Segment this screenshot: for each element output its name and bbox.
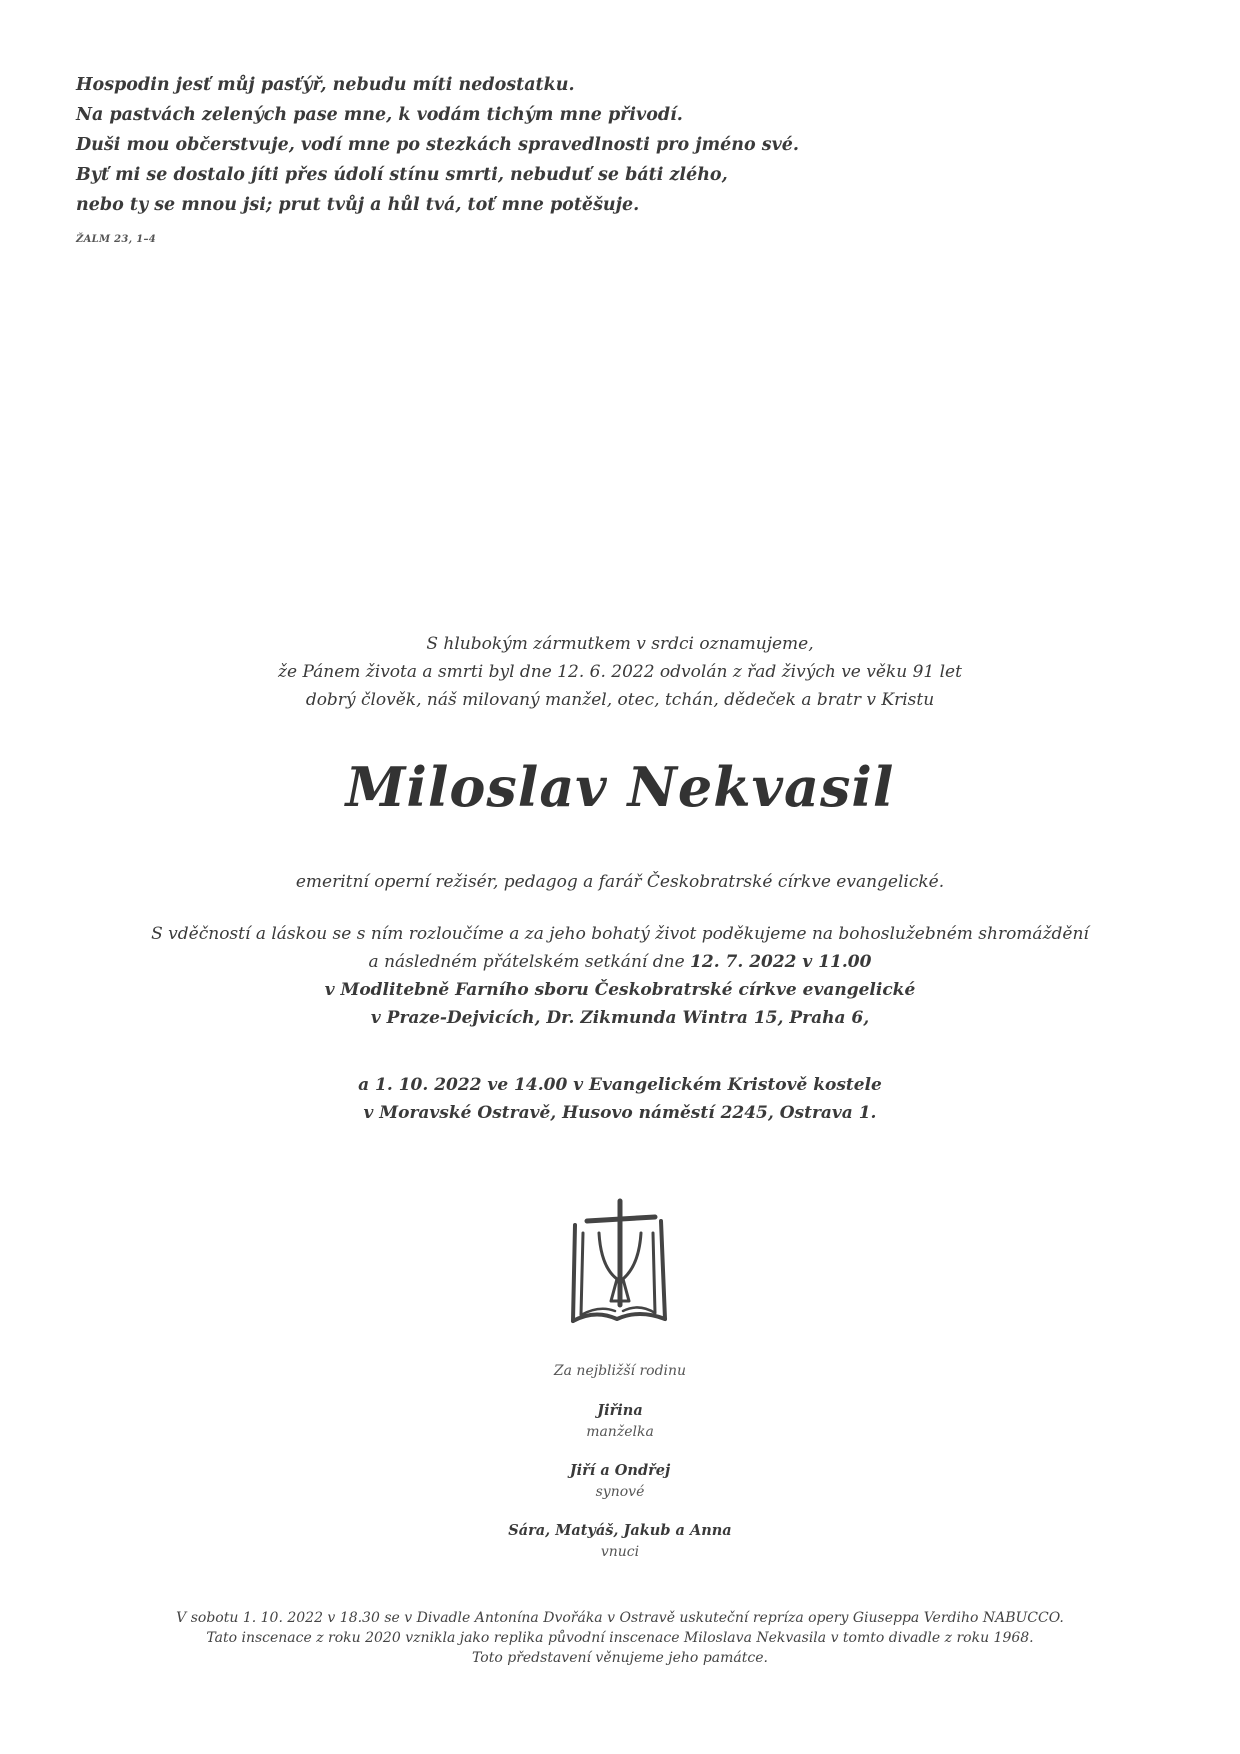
second-farewell-venue: a 1. 10. 2022 ve 14.00 v Evangelickém Kristově kostele <box>358 1075 882 1095</box>
farewell-venue: v Modlitebně Farního sboru Českobratrské církve evangelické <box>324 980 916 1000</box>
psalm-line: nebo ty se mnou jsi; prut tvůj a hůl tvá, toť mne potěšuje. <box>76 195 640 215</box>
family-signature <box>0 1360 1240 1562</box>
farewell-line <box>0 948 1240 976</box>
family-member <box>0 1460 1240 1502</box>
deceased-name: Miloslav Nekvasil <box>345 755 895 819</box>
family-member <box>0 1520 1240 1562</box>
psalm-line: Hospodin jesť můj pasťýř, nebudu míti nedostatku. <box>76 75 575 95</box>
footer-line: Toto představení věnujeme jeho památce. <box>472 1650 768 1666</box>
profession: emeritní operní režisér, pedagog a farář Českobratrské církve evangelické. <box>295 872 945 892</box>
member-role: manželka <box>586 1424 654 1440</box>
member-names: Jiří a Ondřej <box>569 1462 671 1479</box>
announcement-intro <box>0 630 1240 714</box>
member-names: Sára, Matyáš, Jakub a Anna <box>508 1522 732 1539</box>
footer-note <box>0 1608 1240 1668</box>
farewell-address: v Praze-Dejvicích, Dr. Zikmunda Wintra 15, Praha 6, <box>370 1008 870 1028</box>
psalm-line: Byť mi se dostalo jíti přes údolí stínu smrti, nebuduť se báti zlého, <box>76 165 728 185</box>
farewell-line-prefix: a následném přátelském setkání dne <box>368 952 691 972</box>
second-farewell-address: v Moravské Ostravě, Husovo náměstí 2245, Ostrava 1. <box>363 1103 877 1123</box>
member-names: Jiřina <box>597 1402 643 1419</box>
second-farewell <box>0 1071 1240 1127</box>
psalm-line: Na pastvách zelených pase mne, k vodám tichým mne přivodí. <box>76 105 683 125</box>
intro-line: dobrý člověk, náš milovaný manžel, otec, tchán, dědeček a bratr v Kristu <box>305 690 935 710</box>
footer-line: V sobotu 1. 10. 2022 v 18.30 se v Divadle Antonína Dvořáka v Ostravě uskuteční repríza opery Giuseppa Verdiho NABUCCO. <box>176 1610 1064 1626</box>
farewell-date: 12. 7. 2022 v 11.00 <box>690 952 872 972</box>
psalm-reference: ŽALM 23, 1–4 <box>76 234 157 245</box>
chalice-cross-book-icon <box>0 1193 1240 1337</box>
intro-line: že Pánem života a smrti byl dne 12. 6. 2022 odvolán z řad živých ve věku 91 let <box>278 662 962 682</box>
member-role: vnuci <box>600 1544 640 1560</box>
psalm-line: Duši mou občerstvuje, vodí mne po stezkách spravedlnosti pro jméno své. <box>76 135 799 155</box>
intro-line: S hlubokým zármutkem v srdci oznamujeme, <box>426 634 814 654</box>
family-intro: Za nejbližší rodinu <box>553 1363 687 1379</box>
psalm-quote <box>76 70 976 245</box>
family-member <box>0 1400 1240 1442</box>
farewell-line: S vděčností a láskou se s ním rozloučíme a za jeho bohatý život poděkujeme na bohoslužebném shromáždění <box>151 924 1089 944</box>
footer-line: Tato inscenace z roku 2020 vznikla jako replika původní inscenace Miloslava Nekvasila v tomto divadle z roku 1968. <box>206 1630 1034 1646</box>
farewell-details <box>0 920 1240 1032</box>
member-role: synové <box>595 1484 645 1500</box>
emblem-svg <box>565 1193 675 1333</box>
